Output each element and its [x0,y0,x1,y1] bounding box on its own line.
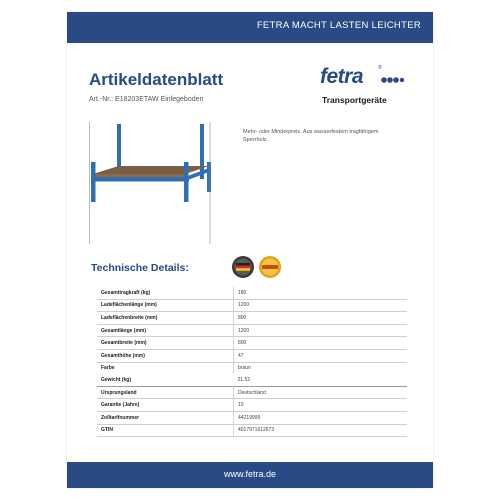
spec-value: 800 [234,337,408,350]
spec-label: Gewicht (kg) [97,374,234,386]
spec-value: 44219999 [234,411,408,424]
product-image [87,122,232,247]
table-row [97,362,407,374]
table-row [97,424,407,437]
made-in-germany-badge-icon [232,256,254,278]
article-number: Art.-Nr.: E18203ETAW Einlegeboden [89,96,204,103]
table-row [97,287,407,299]
spec-value: 10 [234,399,408,412]
table-row [97,349,407,362]
product-description: Mehr- oder Minderpreis. Aus wasserfestem tragfähigem Sperrholz. [243,129,379,143]
table-row [97,399,407,412]
spec-value: 800 [234,312,408,325]
table-row [97,324,407,337]
spec-value: 21.52 [234,374,408,386]
spec-label: Gesamtbreite (mm) [97,337,234,350]
spec-label: GTIN [97,424,234,437]
logo-dots-icon [380,76,404,84]
spec-label: Gesamttragkraft (kg) [97,287,234,299]
spec-value: Deutschland [234,386,408,399]
quality-badges [230,253,285,281]
footer-bar [67,462,433,488]
spec-label: Gesamtlänge (mm) [97,324,234,337]
table-row [97,312,407,325]
spec-label: Zolltarifnummer [97,411,234,424]
spec-value: 4017971612673 [234,424,408,437]
fetra-logo [320,65,404,109]
spec-value: 180 [234,287,408,299]
spec-label: Ladeflächenlänge (mm) [97,299,234,312]
spec-value: 1200 [234,299,408,312]
technical-details-table [97,287,407,437]
spec-value: braun [234,362,408,374]
logo-tagline: Transportgeräte [322,95,387,105]
table-row [97,386,407,399]
table-row [97,374,407,386]
table-row [97,337,407,350]
spec-value: 47 [234,349,408,362]
spec-label: Garantie (Jahre) [97,399,234,412]
warranty-badge-icon [259,256,281,278]
table-row [97,299,407,312]
spec-label: Gesamthöhe (mm) [97,349,234,362]
datasheet-page [67,12,433,488]
logo-brand: fetra [320,65,364,88]
page-title: Artikeldatenblatt [89,70,224,89]
header-slogan: FETRA MACHT LASTEN LEICHTER [256,20,421,31]
logo-registered: ® [378,65,382,71]
table-row [97,411,407,424]
technical-details-heading: Technische Details: [91,262,189,274]
spec-label: Ursprungsland [97,386,234,399]
spec-label: Ladeflächenbreite (mm) [97,312,234,325]
spec-label: Farbe [101,365,115,372]
footer-website: www.fetra.de [223,469,277,479]
header-bar [67,12,433,43]
spec-value: 1200 [234,324,408,337]
